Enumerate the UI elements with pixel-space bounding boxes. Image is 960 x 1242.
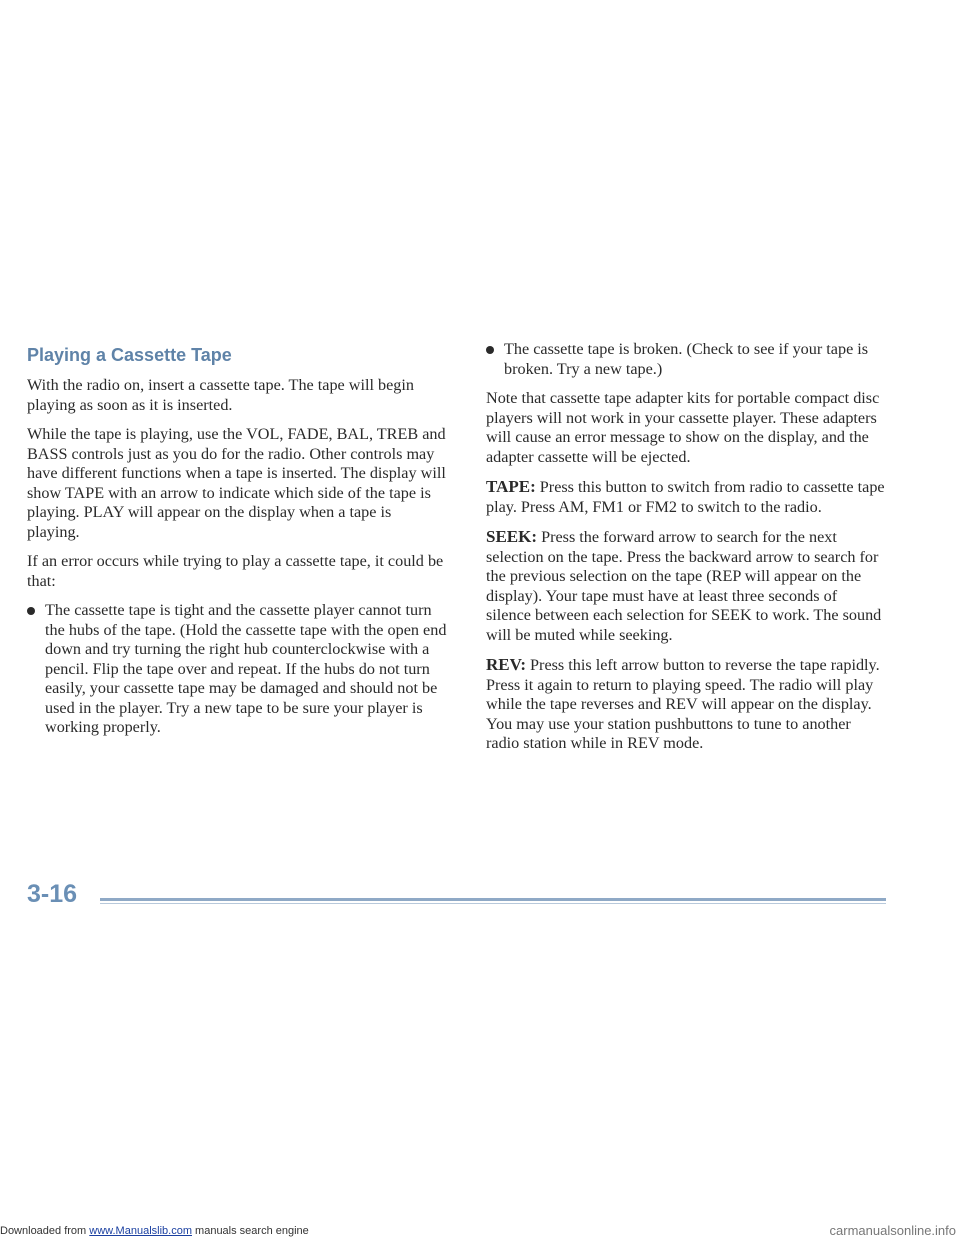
manualslib-link[interactable]: www.Manualslib.com bbox=[89, 1225, 192, 1237]
download-footer bbox=[0, 1225, 309, 1237]
bullet-icon bbox=[27, 607, 35, 615]
term-rev: REV: bbox=[486, 655, 526, 674]
footer-suffix: manuals search engine bbox=[191, 1225, 309, 1237]
watermark-text: carmanualsonline.info bbox=[829, 1223, 956, 1238]
section-heading: Playing a Cassette Tape bbox=[27, 345, 232, 365]
paragraph-insert: With the radio on, insert a cassette tape. The tape will begin playing as soon as it is inserted. bbox=[27, 376, 414, 414]
bullet-icon bbox=[486, 346, 494, 354]
paragraph-seek bbox=[486, 527, 886, 645]
term-seek: SEEK: bbox=[486, 527, 538, 546]
page-rule-thin bbox=[100, 903, 886, 904]
footer-prefix: Downloaded from bbox=[0, 1225, 90, 1237]
term-tape: TAPE: bbox=[486, 477, 536, 496]
seek-description: Press the forward arrow to search for the next selection on the tape. Press the backward arrow to search for the previous selection on the tape (REP will appear on the display). Your tape must have at least three seconds of silence between each selection for SEEK to work. The sound will be muted while seeking. bbox=[486, 528, 882, 644]
bullet-item-broken-tape bbox=[486, 340, 886, 379]
tape-description: Press this button to switch from radio to cassette tape play. Press AM, FM1 or FM2 to switch to the radio. bbox=[486, 478, 885, 516]
paragraph-controls: While the tape is playing, use the VOL, FADE, BAL, TREB and BASS controls just as you do for the radio. Other controls may have different functions when a tape is inserted. The display will show TAPE with an arrow to indicate which side of the tape is playing. PLAY will appear on the display when a tape is playing. bbox=[27, 425, 446, 541]
right-column bbox=[486, 340, 886, 764]
left-column bbox=[27, 340, 447, 748]
bullet-text: The cassette tape is broken. (Check to see if your tape is broken. Try a new tape.) bbox=[504, 340, 869, 378]
page-rule bbox=[100, 898, 886, 901]
rev-description: Press this left arrow button to reverse the tape rapidly. Press it again to return to playing speed. The radio will play while the tape reverses and REV will appear on the display. You may use your station pushbuttons to tune to another radio station while in REV mode. bbox=[486, 656, 880, 752]
paragraph-adapter-note: Note that cassette tape adapter kits for portable compact disc players will not work in your cassette player. These adapters will cause an error message to show on the display, and the adapter cassette will be ejected. bbox=[486, 389, 880, 466]
paragraph-rev bbox=[486, 655, 886, 754]
paragraph-tape bbox=[486, 477, 886, 517]
paragraph-error: If an error occurs while trying to play a cassette tape, it could be that: bbox=[27, 552, 444, 590]
page-number: 3-16 bbox=[27, 880, 78, 908]
bullet-item-tight-tape bbox=[27, 601, 447, 738]
bullet-text: The cassette tape is tight and the cassette player cannot turn the hubs of the tape. (Hold the cassette tape with the open end down and try turning the right hub counterclockwise with a pencil. Flip the tape over and repeat. If the hubs do not turn easily, your cassette tape may be damaged and should not be used in the player. Try a new tape to be sure your player is working properly. bbox=[45, 601, 447, 736]
